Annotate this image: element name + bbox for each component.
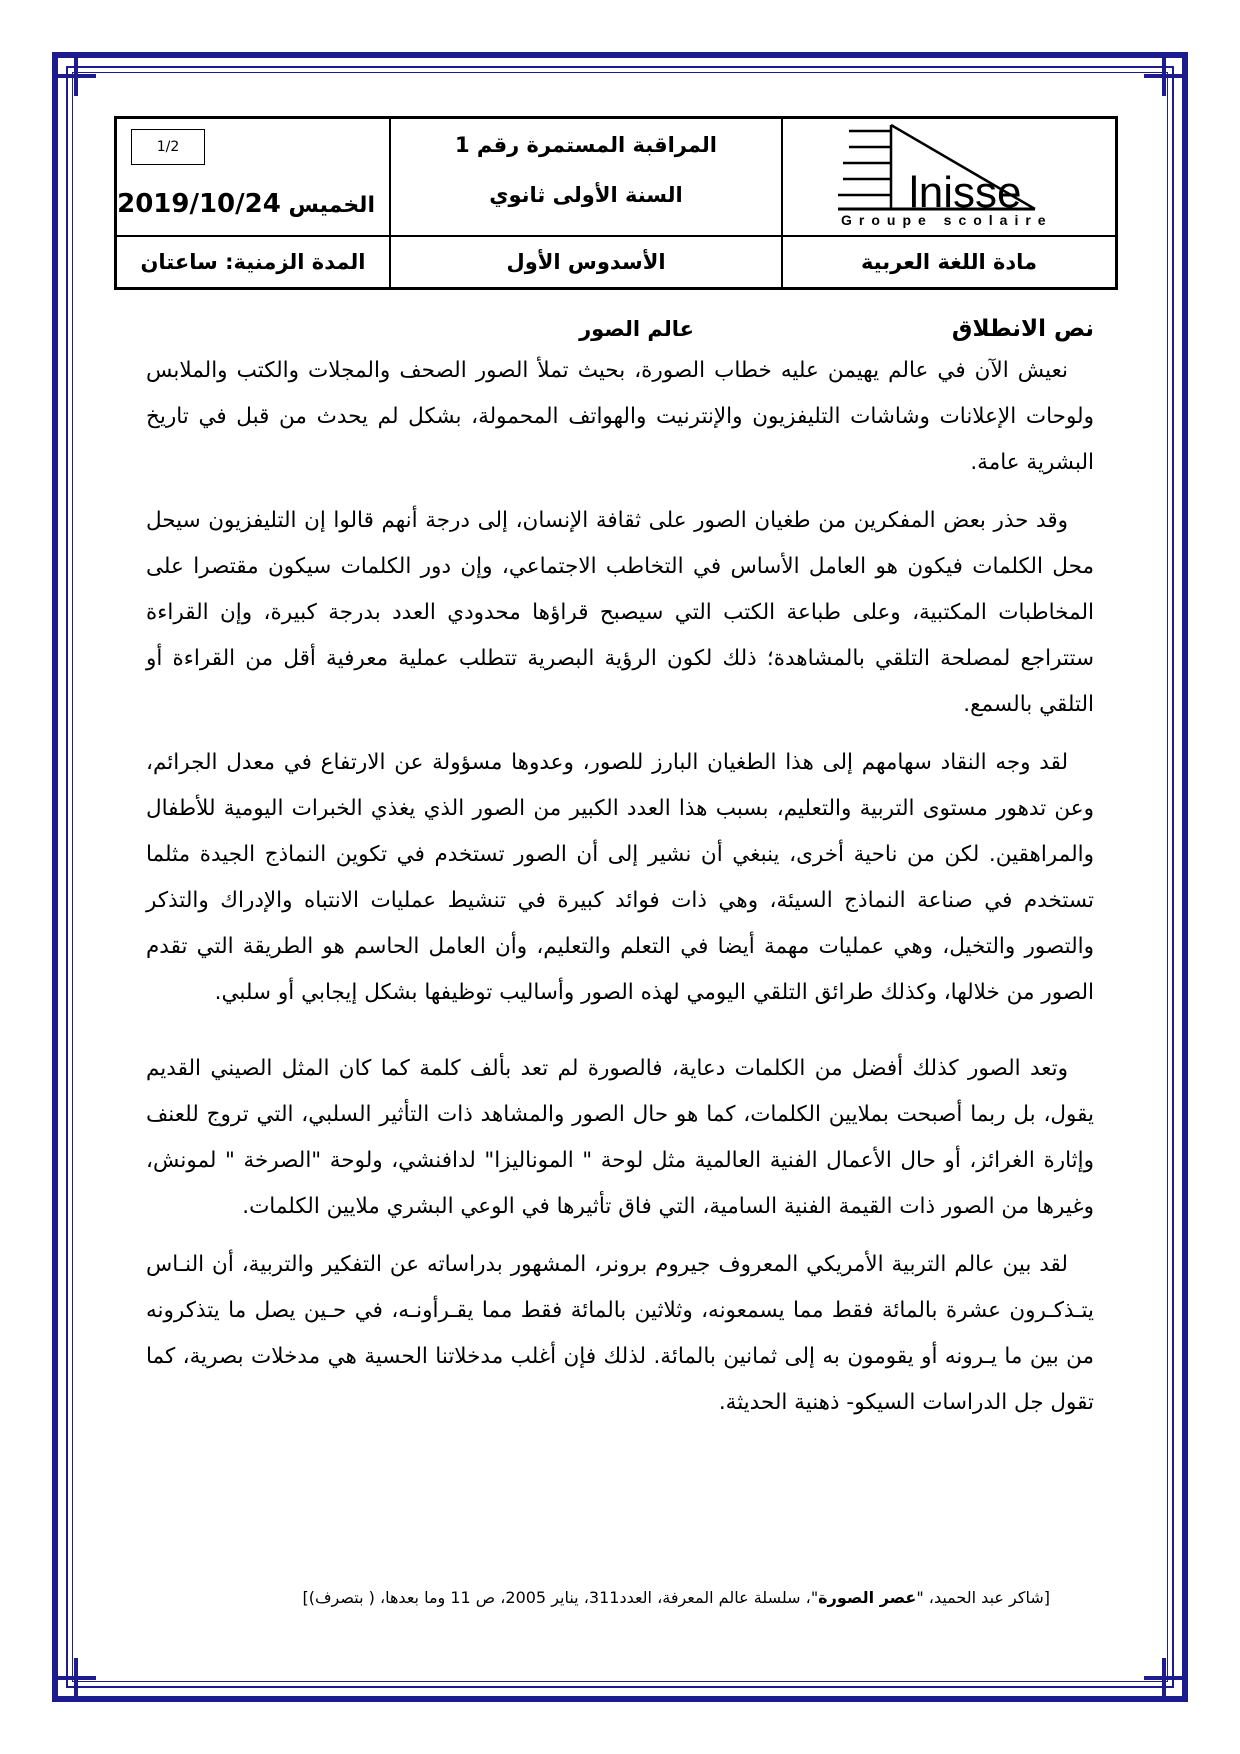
header-semester-cell bbox=[391, 237, 783, 287]
exam-duration: المدة الزمنية: ساعتان bbox=[140, 250, 366, 274]
paragraph-5: لقد بين عالم التربية الأمريكي المعروف جيروم برونر، المشهور بدراساته عن التفكير والتربية، أن النـاس يتـذكـرون عشرة بالمائة فقط مما يسمعونه، وثلاثين بالمائة فقط مما يقـرأونـه، في حـين يصل ما يتذكرونه من بين ما يـرونه أو يقومون به إلى ثمانين بالمائة. لذلك فإن أغلب مدخلاتنا الحسية هي مدخلات بصرية، كما تقول جل الدراسات السيكو- ذهنية الحديثة. bbox=[146, 1252, 1094, 1415]
reading-passage bbox=[146, 306, 1094, 1438]
corner-ornament-bottom-right bbox=[1144, 1658, 1184, 1698]
corner-ornament-bottom-left bbox=[56, 1658, 96, 1698]
paragraph-3: لقد وجه النقاد سهامهم إلى هذا الطغيان البارز للصور، وعدوها مسؤولة عن الارتفاع في معدل الجرائم، وعن تدهور مستوى التربية والتعليم، بسبب هذا العدد الكبير من الصور الذي يغذي الخبرات اليومية للأطفال والمراهقين. لكن من ناحية أخرى، ينبغي أن نشير إلى أن الصور تستخدم في تكوين النماذج الجيدة مثلما تستخدم في صناعة النماذج السيئة، وهي ذات فوائد كبيرة في تنشيط عمليات الانتباه والإدراك والتذكر والتصور والتخيل، وهي عمليات مهمة أيضا في التعلم والتعليم، وأن العامل الحاسم هو الطريقة التي تقدم الصور من خلالها، وكذلك طرائق التلقي اليومي لهذه الصور وأساليب توظيفها بشكل إيجابي أو سلبي. bbox=[146, 750, 1094, 1005]
school-logo bbox=[783, 119, 1115, 235]
citation-prefix: [شاكر عبد الحميد، " bbox=[916, 1588, 1050, 1607]
exam-day: الخميس bbox=[288, 193, 375, 218]
citation-suffix: "، سلسلة عالم المعرفة، العدد311، يناير 2005، ص 11 وما بعدها، ( بتصرف)] bbox=[302, 1588, 819, 1607]
header-subject-cell bbox=[783, 237, 1115, 287]
header-date-cell bbox=[117, 119, 391, 237]
exam-subject: مادة اللغة العربية bbox=[860, 250, 1038, 274]
header-title-cell bbox=[391, 119, 783, 237]
exam-level: السنة الأولى ثانوي bbox=[489, 183, 683, 207]
logo-wordmark: lnisse bbox=[909, 168, 1022, 217]
corner-ornament-top-right bbox=[1144, 56, 1184, 96]
exam-title: المراقبة المستمرة رقم 1 bbox=[455, 133, 717, 157]
paragraph-1: نعيش الآن في عالم يهيمن عليه خطاب الصورة، بحيث تملأ الصور الصحف والمجلات والكتب والملابس ولوحات الإعلانات وشاشات التليفزيون والإنترنيت والهواتف المحمولة، بشكل لم يحدث من قبل في تاريخ البشرية عامة. bbox=[146, 358, 1094, 475]
passage-title: عالم الصور bbox=[579, 317, 694, 341]
exam-date-value: 2019/10/24 bbox=[117, 189, 281, 219]
paragraph-2: وقد حذر بعض المفكرين من طغيان الصور على ثقافة الإنسان، إلى درجة أنهم قالوا إن التليفزيون سيحل محل الكلمات فيكون هو العامل الأساس في التخاطب الاجتماعي، وإن دور الكلمات سيكون مقتصرا على المخاطبات المكتبية، وعلى طباعة الكتب التي سيصبح قراؤها محدودي العدد بدرجة كبيرة، وإن القراءة ستتراجع لمصلحة التلقي بالمشاهدة؛ ذلك لكون الرؤية البصرية تتطلب عملية معرفية أقل من القراءة أو التلقي بالسمع. bbox=[146, 508, 1094, 717]
header-duration-cell bbox=[117, 237, 391, 287]
corner-ornament-top-left bbox=[56, 56, 96, 96]
logo-tagline: Groupe scolaire bbox=[841, 212, 1053, 228]
paragraph-4: وتعد الصور كذلك أفضل من الكلمات دعاية، فالصورة لم تعد بألف كلمة كما كان المثل الصيني القديم يقول، بل ربما أصبحت بملايين الكلمات، كما هو حال الصور والمشاهد ذات التأثير السلبي، التي تروج للعنف وإثارة الغرائز، أو حال الأعمال الفنية العالمية مثل لوحة " الموناليزا" لدافنشي، ولوحة "الصرخة " لمونش، وغيرها من الصور ذات القيمة الفنية السامية، التي فاق تأثيرها في الوعي البشري ملايين الكلمات. bbox=[146, 1056, 1094, 1219]
source-citation bbox=[180, 1588, 1050, 1607]
exam-date bbox=[117, 189, 375, 219]
page-indicator: 1/2 bbox=[131, 129, 205, 165]
exam-semester: الأسدوس الأول bbox=[506, 250, 666, 274]
exam-header-table bbox=[114, 116, 1118, 290]
passage-heading bbox=[146, 306, 1094, 346]
citation-title: عصر الصورة bbox=[818, 1588, 917, 1607]
header-logo-cell bbox=[783, 119, 1115, 237]
section-label: نص الانطلاق bbox=[951, 316, 1094, 342]
